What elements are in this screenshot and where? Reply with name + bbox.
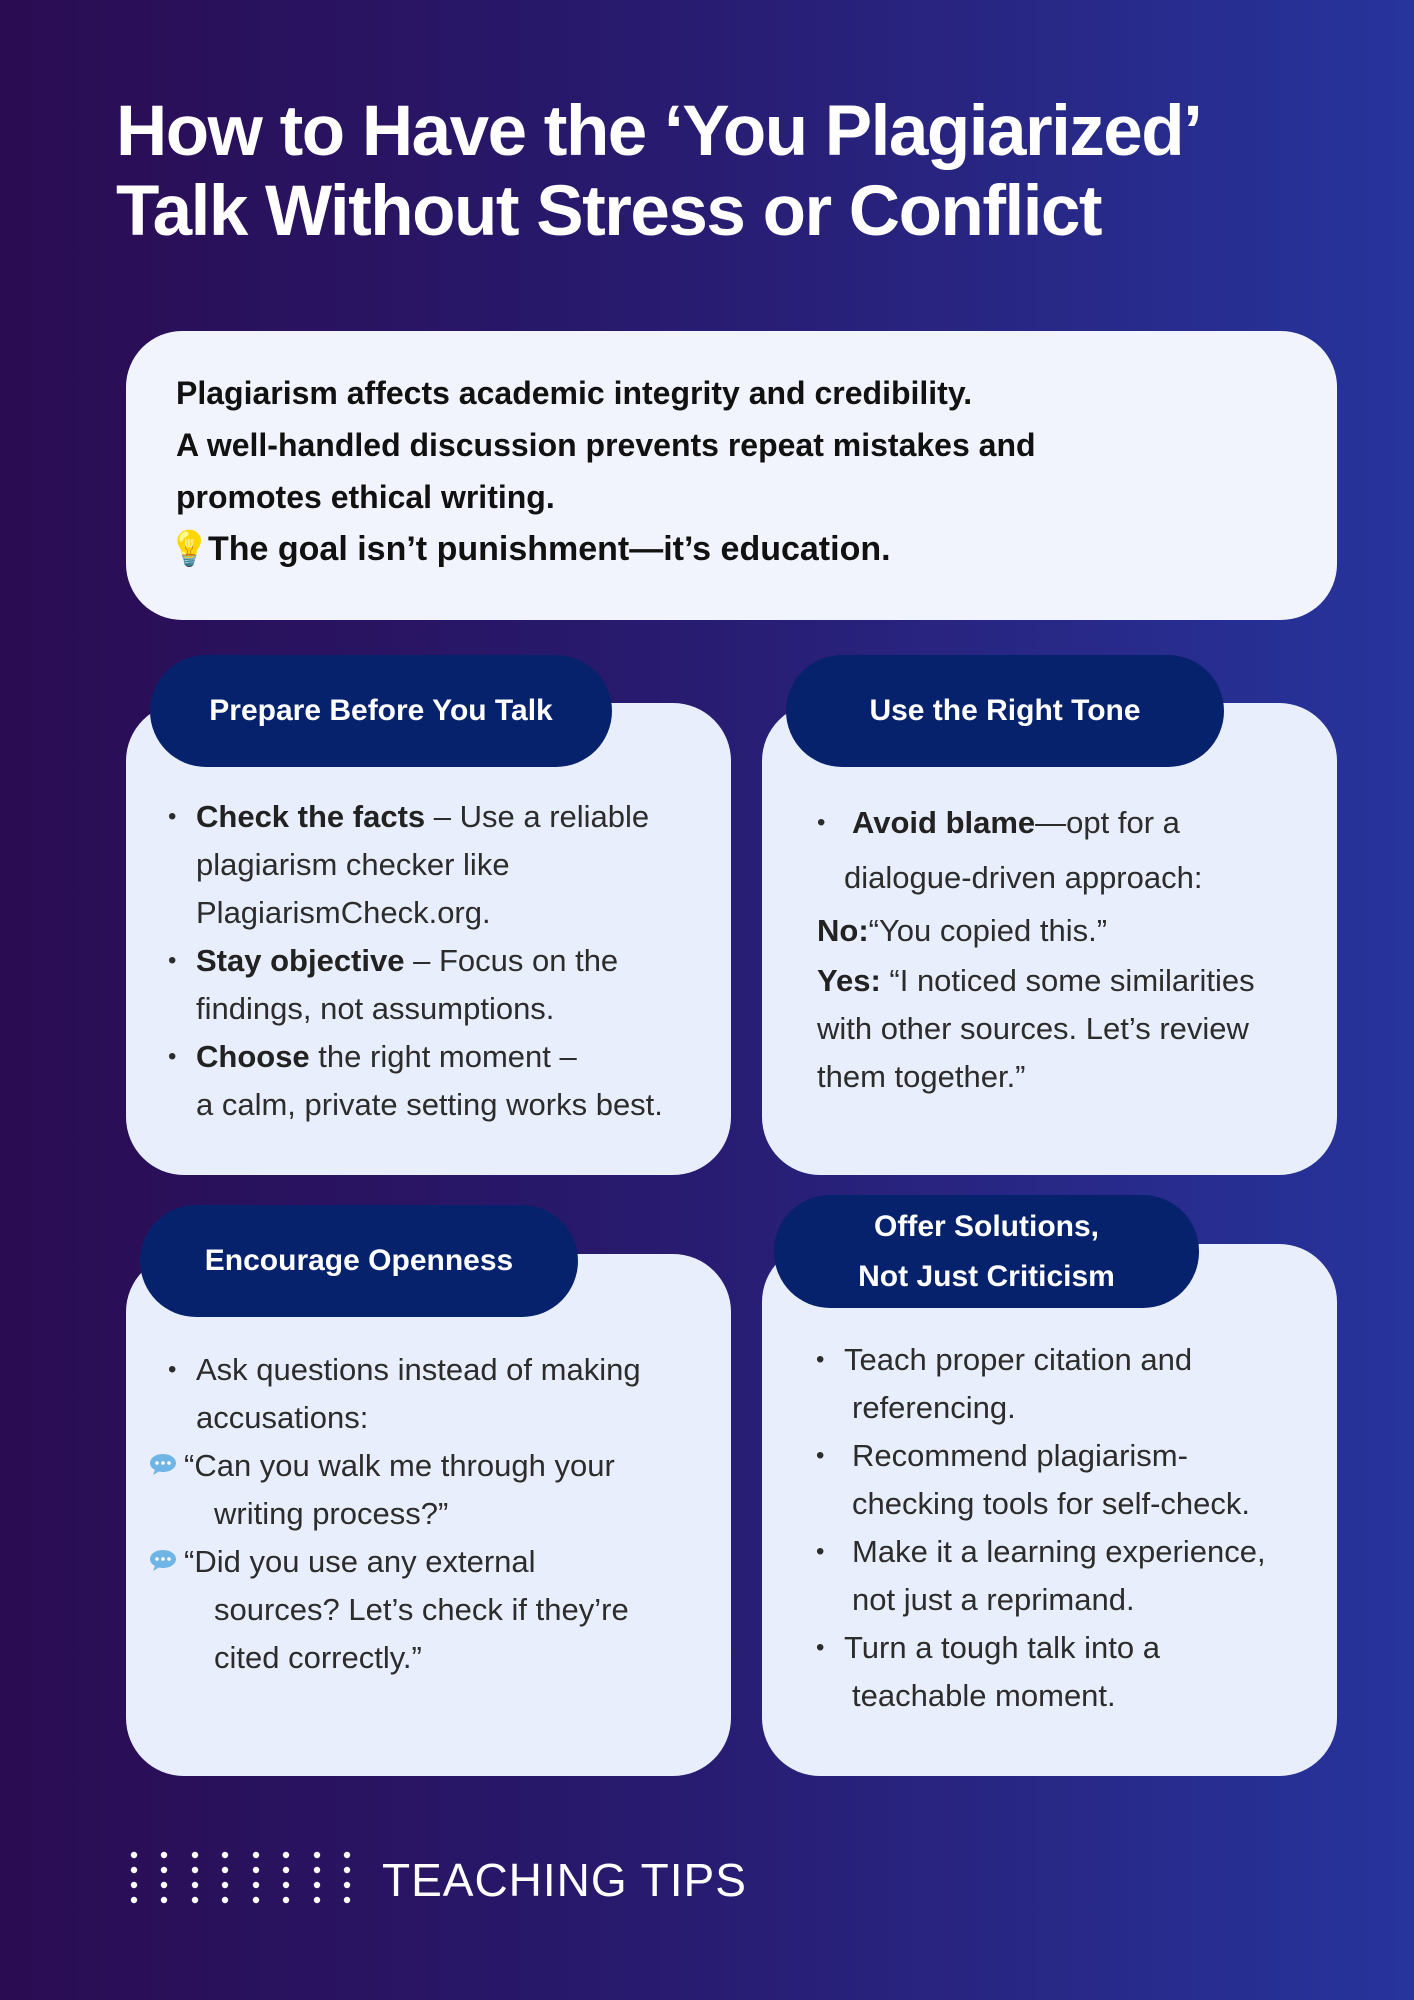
quote-text: “Can you walk me through your [184,1448,615,1483]
openness-content [184,1346,641,1682]
lightbulb-icon: 💡 [168,530,211,568]
intro-line-2: A well-handled discussion prevents repeat mistakes and [176,427,1036,463]
question-quote [184,1538,641,1682]
item-text: dialogue-driven approach: [844,860,1203,895]
no-text: “You copied this.” [868,913,1108,948]
prepare-list [196,793,663,1129]
item-text: PlagiarismCheck.org. [196,895,491,930]
list-item [196,1346,641,1442]
item-text: the right moment – [309,1039,577,1074]
item-text: —opt for a [1035,805,1180,840]
solutions-card [762,1244,1337,1776]
bullet: • [817,809,826,836]
page-title-line-1: How to Have the ‘You Plagiarized’ [116,92,1202,171]
openness-list [196,1346,641,1442]
item-text: referencing. [852,1390,1016,1425]
item-text: checking tools for self-check. [852,1486,1251,1521]
yes-text: “I noticed some similarities [880,963,1255,998]
openness-heading: Encourage Openness [204,1244,514,1277]
prepare-heading: Prepare Before You Talk [209,694,553,727]
speech-bubble-icon [148,1548,178,1572]
quote-text: “Did you use any external [184,1544,536,1579]
list-item [844,1336,1266,1432]
openness-heading-pill [140,1205,578,1317]
list-item [817,795,1255,905]
solutions-heading-line-2: Not Just Criticism [858,1259,1115,1293]
tone-heading: Use the Right Tone [869,694,1141,727]
solutions-heading-pill [774,1195,1199,1308]
intro-goal-text: The goal isn’t punishment—it’s education. [208,530,891,568]
prepare-heading-pill [150,655,612,767]
item-bold: Choose [196,1039,310,1074]
item-text: – Focus on the [404,943,619,978]
item-text: • Teach proper citation and [844,1342,1193,1377]
intro-goal [168,523,1287,575]
speech-bubble-icon [148,1452,178,1476]
quote-text: sources? Let’s check if they’re [214,1592,629,1627]
item-text: accusations: [196,1400,369,1435]
item-bold: Stay objective [196,943,405,978]
footer-label: TEACHING TIPS [382,1854,747,1906]
yes-example [817,957,1255,1101]
yes-label: Yes: [817,963,881,998]
item-text: • Ask questions instead of making [196,1352,641,1387]
list-item [844,1624,1266,1720]
quote-text: cited correctly.” [214,1640,422,1675]
item-bold: Check the facts [196,799,426,834]
item-bold: Avoid blame [852,805,1036,840]
list-item [196,793,663,937]
page-title-line-2: Talk Without Stress or Conflict [116,172,1102,251]
item-text: • Turn a tough talk into a [844,1630,1160,1665]
list-item [844,1528,1266,1624]
quote-text: writing process?” [214,1496,449,1531]
item-text: – Use a reliable [425,799,650,834]
prepare-card [126,703,731,1175]
item-text: plagiarism checker like [196,847,510,882]
page-title [116,92,1376,252]
tone-heading-pill [786,655,1224,767]
no-example [817,905,1255,957]
dot-grid-decoration [128,1850,358,1910]
question-quote [184,1442,641,1538]
solutions-heading-line-1: Offer Solutions, [874,1209,1099,1243]
item-text: • Make it a learning experience, [852,1534,1266,1569]
item-text: • Recommend plagiarism- [852,1438,1188,1473]
tone-content [817,795,1255,1101]
item-text: teachable moment. [852,1678,1116,1713]
yes-text: them together.” [817,1059,1026,1094]
solutions-list [844,1336,1266,1720]
tone-card [762,703,1337,1175]
list-item [196,1033,663,1129]
item-text: a calm, private setting works best. [196,1087,663,1122]
openness-card [126,1254,731,1776]
intro-line-3: promotes ethical writing. [176,479,555,515]
item-text: not just a reprimand. [852,1582,1135,1617]
intro-line-1: Plagiarism affects academic integrity and credibility. [176,375,973,411]
item-text: findings, not assumptions. [196,991,555,1026]
list-item [844,1432,1266,1528]
no-label: No: [817,913,869,948]
list-item [196,937,663,1033]
intro-card [126,331,1337,620]
yes-text: with other sources. Let’s review [817,1011,1249,1046]
